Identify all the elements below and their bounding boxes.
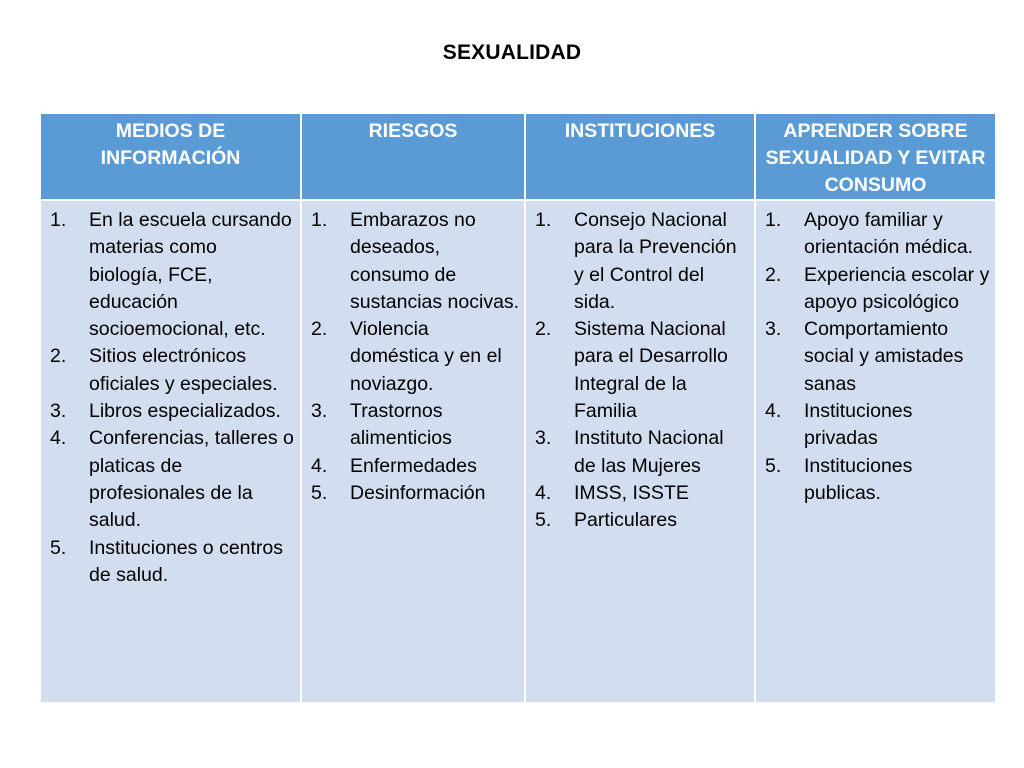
page-title: SEXUALIDAD (442, 41, 582, 64)
list-aprender (760, 207, 991, 507)
cell-aprender (756, 201, 995, 702)
body-row (41, 201, 995, 702)
list-item: 3. Comportamiento social y amistades sanas (765, 318, 964, 395)
list-item: 3. Trastornos alimenticios (311, 400, 452, 450)
list-item: 2. Violencia doméstica y en el noviazgo. (311, 318, 502, 395)
list-riesgos (306, 207, 520, 507)
cell-instituciones (526, 201, 754, 702)
list-item: 4. Instituciones privadas (765, 400, 913, 450)
list-item: 5. Instituciones o centros de salud. (50, 536, 284, 586)
content-table (39, 112, 997, 704)
list-item: 4. Enfermedades (311, 454, 477, 477)
list-item: 2. Experiencia escolar y apoyo psicológico (765, 263, 990, 313)
list-item: 1. Embarazos no deseados, consumo de sustancias nocivas. (311, 209, 520, 313)
list-item: 1. Apoyo familiar y orientación médica. (765, 209, 974, 259)
column-header-medios: MEDIOS DE INFORMACIÓN (41, 114, 300, 199)
list-item: 4. Conferencias, talleres o platicas de profesionales de la salud. (50, 427, 294, 532)
list-item: 2. Sistema Nacional para el Desarrollo Integral de la Familia (535, 318, 728, 423)
column-header-riesgos: RIESGOS (302, 114, 524, 199)
list-item: 1. En la escuela cursando materias como biología, FCE, educación socioemocional, etc. (50, 209, 292, 341)
list-medios (45, 207, 296, 589)
list-item: 2. Sitios electrónicos oficiales y especiales. (50, 345, 278, 395)
list-item: 3. Instituto Nacional de las Mujeres (535, 427, 724, 477)
cell-medios (41, 201, 300, 702)
list-item: 4. IMSS, ISSTE (535, 481, 689, 504)
list-item: 5. Instituciones publicas. (765, 454, 913, 504)
list-item: 5. Particulares (535, 509, 677, 532)
column-header-aprender: APRENDER SOBRE SEXUALIDAD Y EVITAR CONSUMO (756, 114, 995, 199)
header-row (41, 114, 995, 199)
cell-riesgos (302, 201, 524, 702)
column-header-instituciones: INSTITUCIONES (526, 114, 754, 199)
list-item: 5. Desinformación (311, 481, 486, 504)
list-item: 3. Libros especializados. (50, 400, 281, 423)
content-table-container (39, 112, 990, 704)
list-instituciones (530, 207, 750, 535)
list-item: 1. Consejo Nacional para la Prevención y el Control del sida. (535, 209, 737, 313)
